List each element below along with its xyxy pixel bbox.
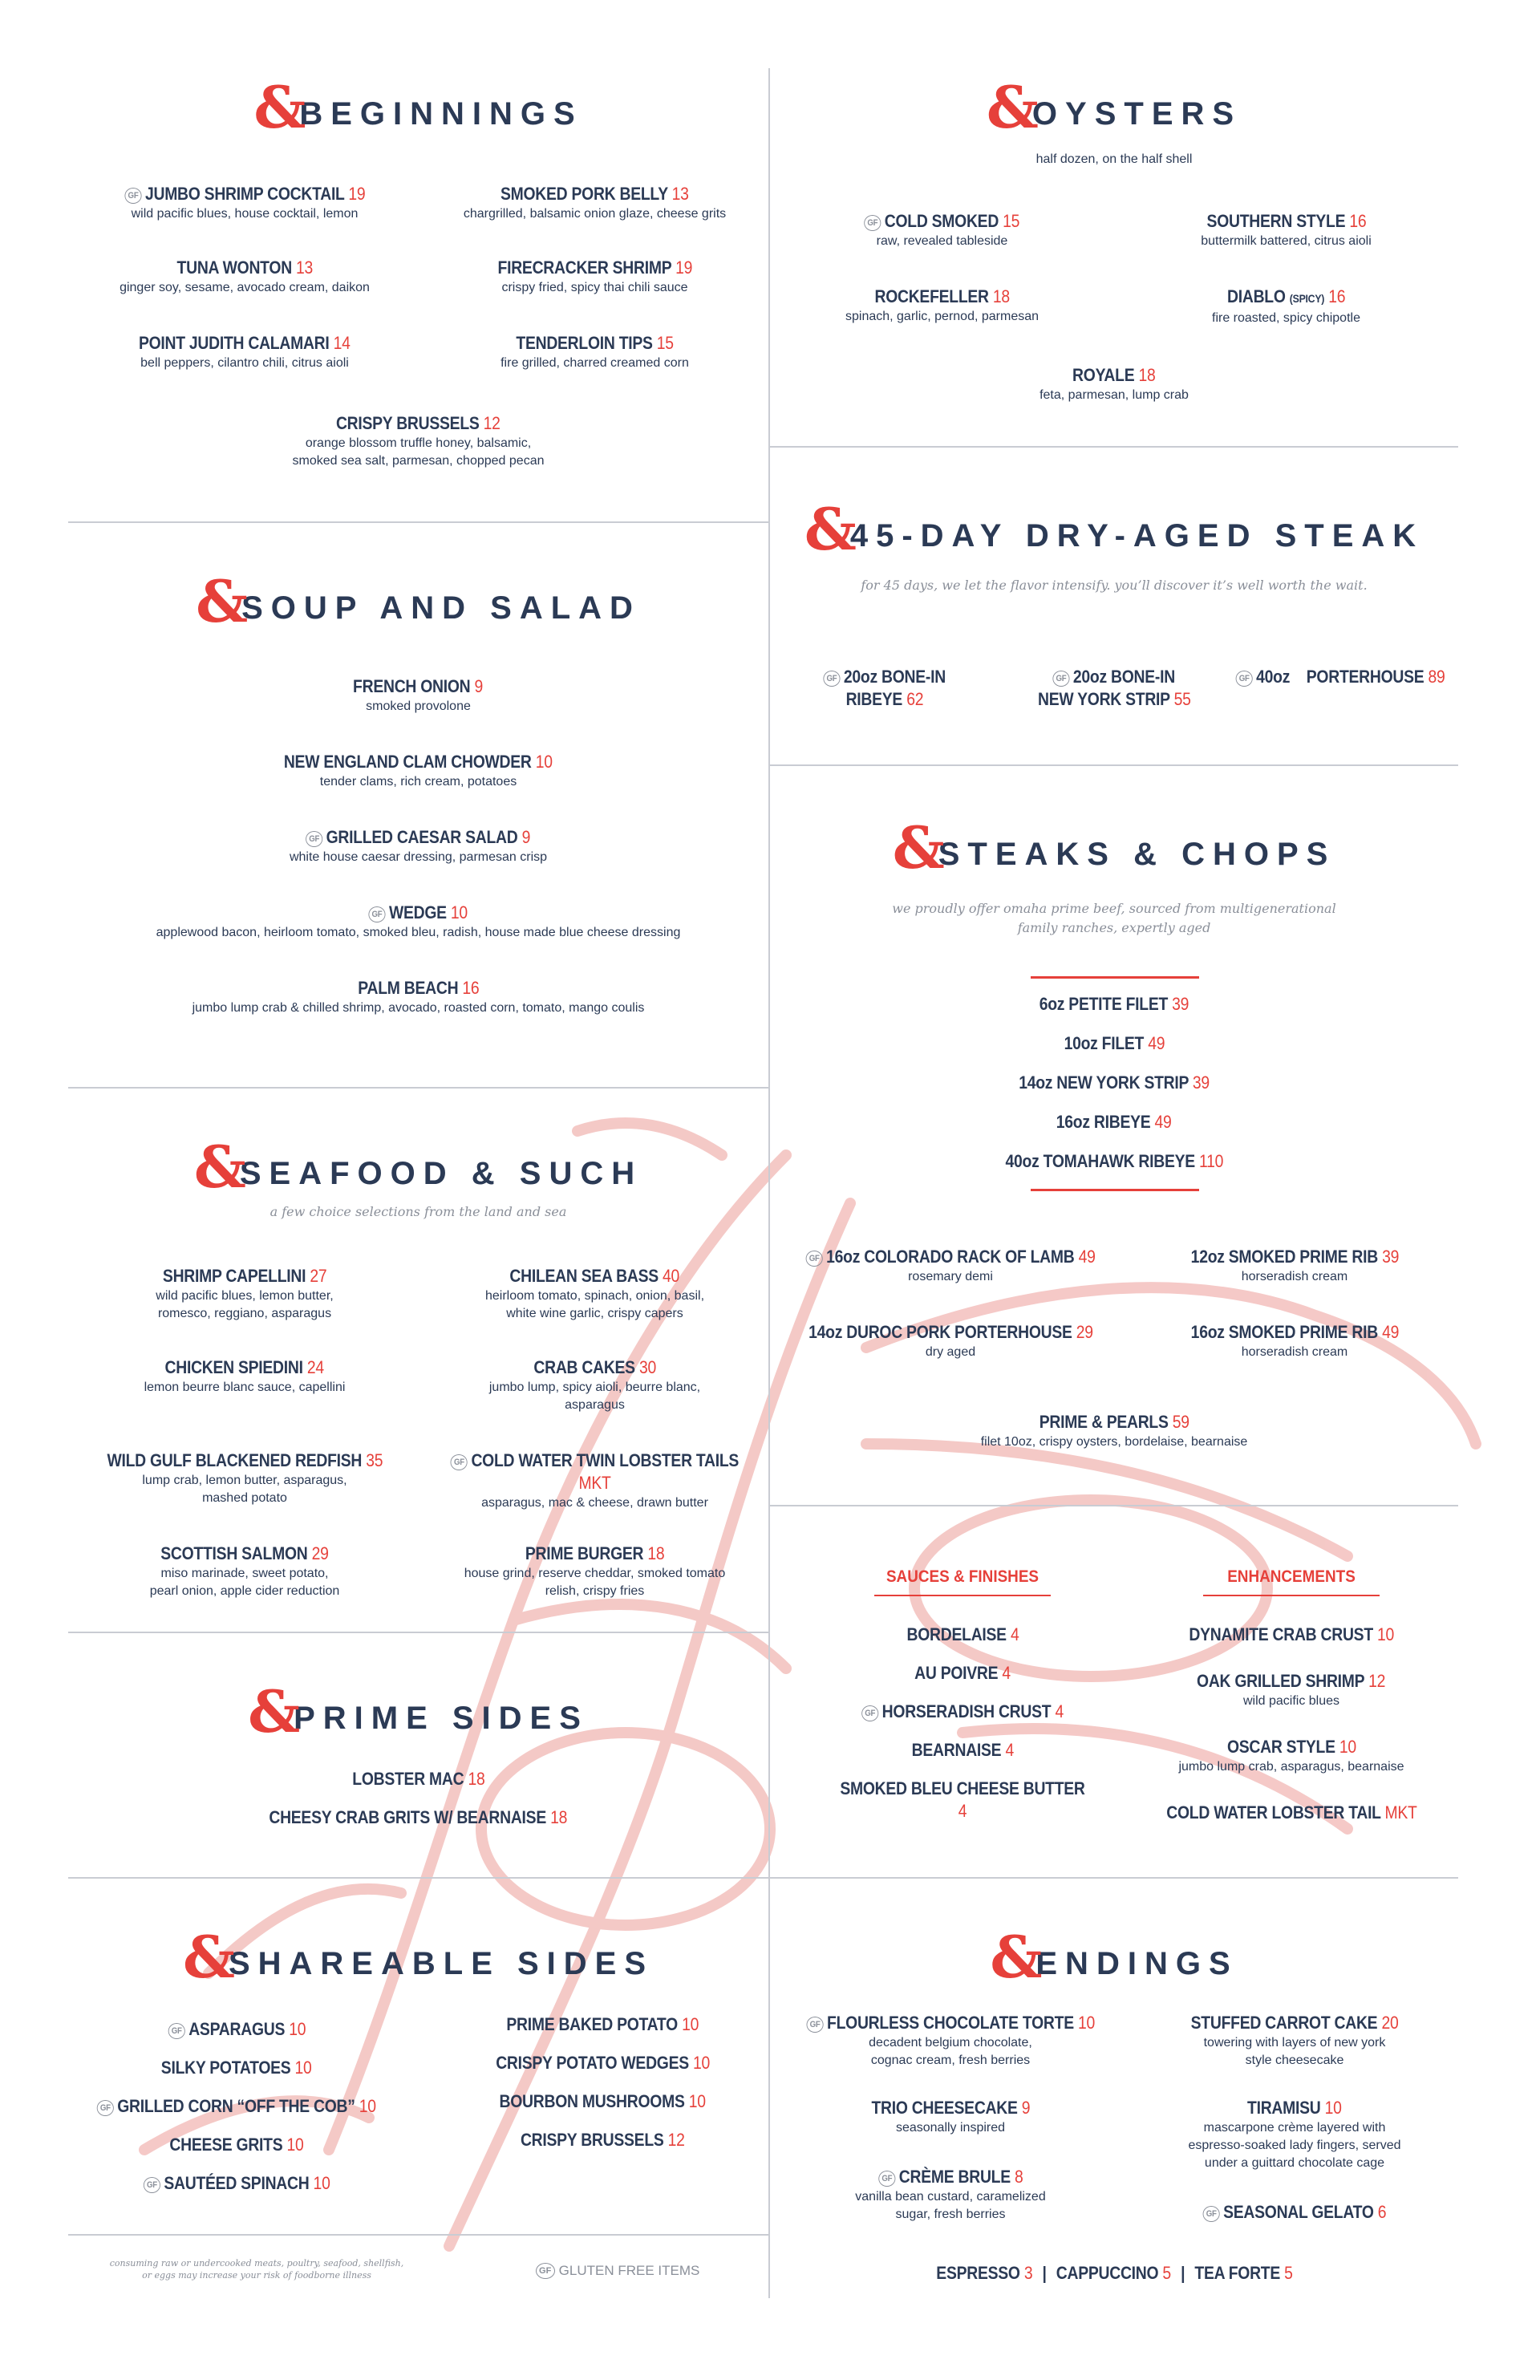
ampersand-logo: & [986,73,1039,141]
section-title: & SHAREABLE SIDES [182,1923,654,1991]
menu-item: GF WEDGE 10 applewood bacon, heirloom tomato, smoked bleu, radish, house made blue cheese dressing [156,902,681,939]
menu-item: GF 40oz PORTERHOUSE 89 [1229,666,1458,688]
menu-item: FRENCH ONION 9 smoked provolone [353,676,484,713]
menu-item: NEW ENGLAND CLAM CHOWDER 10 tender clams, rich cream, potatoes [284,752,553,789]
section-title: & OYSTERS [986,73,1242,141]
menu-item: GF FLOURLESS CHOCOLATE TORTE 10 decadent belgium chocolate, cognac cream, fresh berries [770,2012,1131,2070]
menu-item: GF ASPARAGUS 10 [68,2018,405,2041]
gluten-free-icon: GF [806,1251,823,1267]
menu-item: CHICKEN SPIEDINI 24 lemon beurre blanc sauce, capellini [144,1357,346,1394]
section-title: & PRIME SIDES [248,1677,589,1745]
section-title: & STEAKS & CHOPS [892,813,1336,882]
ampersand-logo: & [196,567,249,635]
menu-item: SILKY POTATOES 10 [161,2058,312,2078]
section-subtitle: half dozen, on the half shell [1035,152,1193,166]
gluten-free-icon: GF [861,1705,878,1721]
sauces-heading: SAUCES & FINISHES [886,1567,1040,1586]
drinks-line: ESPRESSO 3 | CAPPUCCINO 5 | TEA FORTE 5 [935,2263,1293,2283]
red-rule [1031,1189,1199,1191]
menu-item: CRAB CAKES 30 jumbo lump, spicy aioli, beurre blanc, asparagus [488,1357,701,1412]
menu-item: SHRIMP CAPELLINI 27 wild pacific blues, lemon butter, romesco, reggiano, asparagus [156,1266,334,1320]
menu-item: SMOKED PORK BELLY 13 chargrilled, balsamic onion glaze, cheese grits [463,184,727,221]
red-rule [1203,1595,1380,1596]
menu-item: TUNA WONTON 13 ginger soy, sesame, avocado cream, daikon [120,257,370,294]
ampersand-logo: & [182,1923,235,1991]
menu-item: 6oz PETITE FILET 39 [1039,994,1189,1014]
section-endings [770,1877,1458,2358]
menu-item: GF HORSERADISH CRUST 4 [818,1701,1107,1723]
menu-item: TIRAMISU 10 mascarpone crème layered with espresso-soaked lady fingers, served under a guittard chocolate cage [1188,2098,1401,2170]
gluten-free-icon: GF [865,215,881,231]
ampersand-logo: & [804,495,857,563]
menu-item: SCOTTISH SALMON 29 miso marinade, sweet potato, pearl onion, apple cider reduction [149,1543,340,1598]
ampersand-logo: & [193,1133,246,1201]
menu-item: PRIME BAKED POTATO 10 [506,2014,699,2034]
section-title: & 45-DAY DRY-AGED STEAK [804,495,1424,563]
section-title: & BEGINNINGS [253,73,583,141]
gluten-free-legend: GF GLUTEN FREE ITEMS [513,2262,722,2280]
gluten-free-icon: GF [124,188,141,204]
menu-item: SMOKED BLEU CHEESE BUTTER 4 [840,1778,1085,1821]
gluten-free-icon: GF [144,2177,160,2193]
section-dry-aged-steak [770,446,1458,764]
section-prime-sides [68,1632,768,1877]
gluten-free-icon: GF [878,2171,895,2187]
section-sauces-enhancements [770,1505,1458,1877]
menu-item: DIABLO (SPICY) 16 fire roasted, spicy chipotle [1212,286,1360,325]
menu-item: BOURBON MUSHROOMS 10 [499,2091,707,2111]
menu-item: AU POIVRE 4 [914,1663,1011,1683]
menu-item: GF GRILLED CAESAR SALAD 9 white house caesar dressing, parmesan crisp [289,827,548,864]
menu-item: GF 16oz COLORADO RACK OF LAMB 49 rosemary demi [770,1246,1131,1286]
gluten-free-icon: GF [806,2017,823,2033]
section-subtitle: for 45 days, we let the flavor intensify. you’ll discover it’s well worth the wait. [861,578,1368,593]
red-rule [1031,976,1199,979]
menu-item: DYNAMITE CRAB CRUST 10 [1189,1624,1394,1644]
section-title: & SEAFOOD & SUCH [193,1133,643,1201]
gluten-free-icon: GF [1053,671,1070,687]
menu-item: GF 20oz BONE-IN RIBEYE 62 [770,666,999,711]
menu-item: 12oz SMOKED PRIME RIB 39 horseradish cream [1190,1247,1399,1283]
menu-item: BEARNAISE 4 [911,1740,1014,1760]
gluten-free-icon: GF [306,831,322,847]
gluten-free-icon: GF [1203,2206,1220,2222]
menu-item: POINT JUDITH CALAMARI 14 bell peppers, cilantro chili, citrus aioli [139,333,351,370]
menu-item: OSCAR STYLE 10 jumbo lump crab, asparagus, bearnaise [1178,1737,1404,1774]
section-beginnings [68,0,768,521]
section-title: & SOUP AND SALAD [196,567,641,635]
menu-item: 16oz RIBEYE 49 [1056,1112,1172,1132]
menu-item: 40oz TOMAHAWK RIBEYE 110 [1005,1151,1223,1171]
gluten-free-icon: GF [536,2263,555,2279]
menu-item: CHILEAN SEA BASS 40 heirloom tomato, spinach, onion, basil, white wine garlic, crispy capers [484,1266,705,1320]
menu-item: TRIO CHEESECAKE 9 seasonally inspired [871,2098,1030,2135]
menu-item: CHEESY CRAB GRITS W/ BEARNAISE 18 [269,1807,568,1827]
menu-item: 14oz DUROC PORK PORTERHOUSE 29 dry aged [808,1322,1093,1359]
gluten-free-icon: GF [369,906,386,922]
gluten-free-icon: GF [824,671,841,687]
menu-item: GF GRILLED CORN “OFF THE COB” 10 [68,2095,405,2118]
menu-item: LOBSTER MAC 18 [351,1769,485,1789]
ampersand-logo: & [892,813,945,882]
menu-item: 14oz NEW YORK STRIP 39 [1019,1072,1210,1093]
section-shareable-sides [68,1877,768,2234]
menu-item: GF SAUTÉED SPINACH 10 [68,2172,405,2195]
menu-item: BORDELAISE 4 [906,1624,1019,1644]
enhancements-heading: ENHANCEMENTS [1227,1567,1356,1586]
section-subtitle: family ranches, expertly aged [1017,920,1211,935]
divider [68,2234,768,2236]
menu-item: COLD WATER LOBSTER TAIL MKT [1165,1802,1417,1823]
menu-item: GF SEASONAL GELATO 6 [1131,2201,1458,2224]
menu-item: PRIME BURGER 18 house grind, reserve cheddar, smoked tomato relish, crispy fries [464,1543,726,1598]
section-title: & ENDINGS [990,1923,1238,1991]
section-steaks-and-chops [770,764,1458,1505]
menu-item: GF COLD SMOKED 15 raw, revealed tableside [770,210,1114,250]
gluten-free-icon: GF [168,2023,184,2039]
gluten-free-icon: GF [1236,671,1253,687]
menu-item: ROCKEFELLER 18 spinach, garlic, pernod, parmesan [845,286,1040,323]
menu-item: TENDERLOIN TIPS 15 fire grilled, charred creamed corn [500,333,689,370]
menu-item: SOUTHERN STYLE 16 buttermilk battered, citrus aioli [1201,211,1372,248]
ampersand-logo: & [248,1677,301,1745]
menu-item: PALM BEACH 16 jumbo lump crab & chilled shrimp, avocado, roasted corn, tomato, mango coulis [192,978,645,1015]
section-soup-and-salad [68,521,768,1087]
ampersand-logo: & [253,73,306,141]
section-seafood [68,1087,768,1632]
menu-item: STUFFED CARROT CAKE 20 towering with layers of new york style cheesecake [1190,2013,1399,2067]
menu-item: ROYALE 18 feta, parmesan, lump crab [1040,365,1189,402]
menu-item: GF 20oz BONE-IN NEW YORK STRIP 55 [1037,667,1191,709]
section-subtitle: a few choice selections from the land and sea [270,1204,567,1219]
menu-item: GF JUMBO SHRIMP COCKTAIL 19 wild pacific blues, house cocktail, lemon [68,183,421,223]
menu-item: CHEESE GRITS 10 [169,2135,304,2155]
menu-item: CRISPY POTATO WEDGES 10 [496,2053,710,2073]
menu-item: PRIME & PEARLS 59 filet 10oz, crispy oysters, bordelaise, bearnaise [980,1412,1248,1449]
ampersand-logo: & [990,1923,1043,1991]
menu-item: 16oz SMOKED PRIME RIB 49 horseradish cream [1190,1322,1399,1359]
section-subtitle: we proudly offer omaha prime beef, sourced from multigenerational [892,901,1336,916]
gluten-free-icon: GF [97,2100,114,2116]
menu-item: FIRECRACKER SHRIMP 19 crispy fried, spicy thai chili sauce [497,257,692,294]
menu-item: GF CRÈME BRULE 8 vanilla bean custard, caramelized sugar, fresh berries [855,2167,1046,2221]
gluten-free-icon: GF [451,1454,468,1470]
menu-item: WILD GULF BLACKENED REDFISH 35 lump crab, lemon butter, asparagus, mashed potato [107,1450,383,1505]
menu-item: 10oz FILET 49 [1064,1033,1165,1053]
section-oysters [770,0,1458,446]
red-rule [874,1595,1051,1596]
consumption-warning: consuming raw or undercooked meats, poultry, seafood, shellfish, or eggs may increase your risk of foodborne illness [109,2258,404,2281]
menu-item: GF COLD WATER TWIN LOBSTER TAILS MKT asparagus, mac & cheese, drawn butter [421,1449,768,1512]
menu-item: OAK GRILLED SHRIMP 12 wild pacific blues [1197,1671,1386,1708]
menu-item: CRISPY BRUSSELS 12 [521,2130,685,2150]
menu-item: CRISPY BRUSSELS 12 orange blossom truffle honey, balsamic, smoked sea salt, parmesan, chopped pecan [292,413,545,468]
